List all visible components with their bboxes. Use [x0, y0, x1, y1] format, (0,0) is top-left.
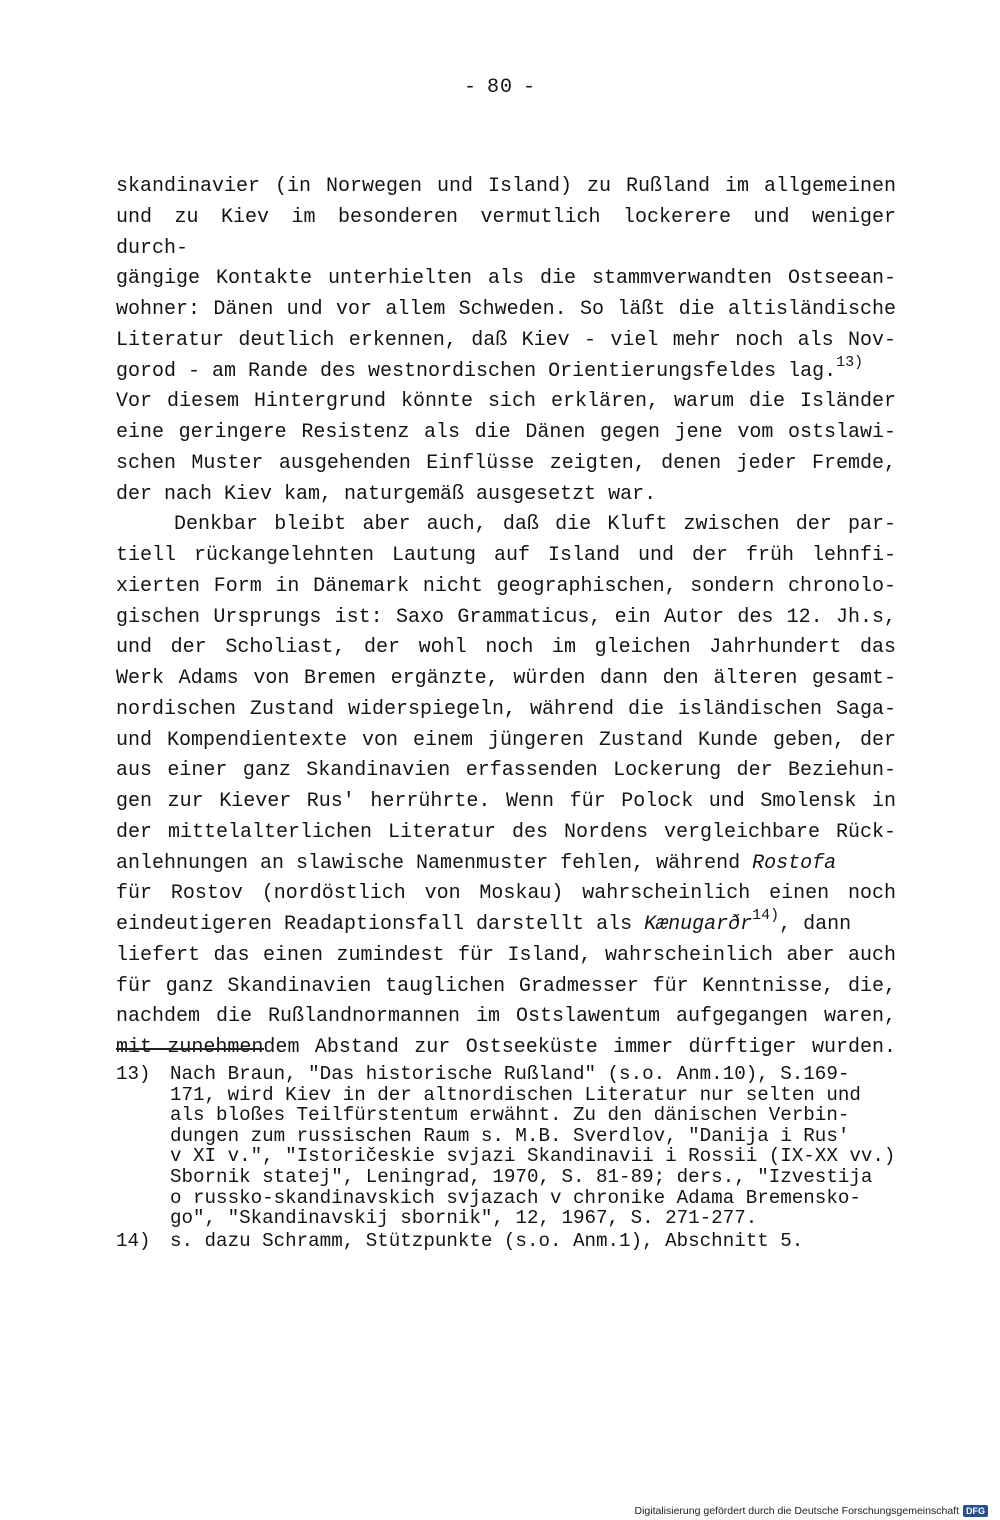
footnote-line: dungen zum russischen Raum s. M.B. Sverdlov, "Danija i Rus': [170, 1124, 850, 1147]
body-line: und Kompendientexte von einem jüngeren Zustand Kunde geben, der: [116, 728, 896, 752]
footnote-ref-14: 14): [752, 907, 780, 924]
body-line: aus einer ganz Skandinavien erfassenden Lockerung der Beziehun-: [116, 759, 896, 783]
body-line: schen Muster ausgehenden Einflüsse zeigten, denen jeder Fremde,: [116, 451, 896, 475]
body-line: wohner: Dänen und vor allem Schweden. So läßt die altisländische: [116, 298, 896, 321]
footnote-line: 171, wird Kiev in der altnordischen Literatur nur selten und: [170, 1083, 861, 1106]
body-line: gorod - am Rande des westnordischen Orientierungsfeldes lag.$^{13)}$: [116, 353, 864, 383]
body-line: der nach Kiev kam, naturgemäß ausgesetzt war.: [116, 482, 657, 506]
footnote-divider: [116, 1048, 264, 1050]
footnote-number: 14): [116, 1229, 151, 1252]
body-line: gischen Ursprungs ist: Saxo Grammaticus, ein Autor des 12. Jh.s,: [116, 605, 896, 629]
footnote-14: [116, 1231, 906, 1252]
body-line: nordischen Zustand widerspiegeln, während die isländischen Saga-: [116, 697, 896, 721]
body-line: anlehnungen an slawische Namenmuster fehlen, während Rostofa: [116, 851, 837, 875]
body-line: skandinavier (in Norwegen und Island) zu Rußland im allgemeinen: [116, 175, 896, 198]
footnote-line: o russko-skandinavskich svjazach v chronike Adama Bremensko-: [170, 1186, 861, 1209]
footnote-line: Sbornik statej", Leningrad, 1970, S. 81-89; ders., "Izvestija: [170, 1165, 873, 1188]
body-line: eine geringere Resistenz als die Dänen gegen jene vom ostslawi-: [116, 421, 896, 444]
body-line: Denkbar bleibt aber auch, daß die Kluft zwischen der par-: [174, 513, 896, 537]
digitization-credit: [634, 1505, 988, 1517]
footnote-line: als bloßes Teilfürstentum erwähnt. Zu den dänischen Verbin-: [170, 1104, 850, 1127]
footnote-line: Nach Braun, "Das historische Rußland" (s.o. Anm.10), S.169-: [170, 1063, 850, 1085]
body-line: gen zur Kiever Rus' herrührte. Wenn für Polock und Smolensk in: [116, 790, 896, 813]
term-kaenugardr: Kænugarðr: [644, 913, 753, 936]
body-line: tiell rückangelehnten Lautung auf Island und der früh lehnfi-: [116, 544, 896, 567]
page-number: - 80 -: [463, 76, 537, 99]
body-line: Vor diesem Hintergrund könnte sich erklären, warum die Isländer: [116, 390, 896, 414]
footnotes: [116, 1064, 906, 1253]
body-line: Literatur deutlich erkennen, daß Kiev - viel mehr noch als Nov-: [116, 328, 896, 352]
term-rostofa: Rostofa: [752, 851, 837, 875]
body-line: xierten Form in Dänemark nicht geographischen, sondern chronolo-: [116, 574, 896, 598]
body-line: eindeutigeren Readaptionsfall darstellt als Kænugarðr$^{14)}$, dann: [116, 907, 852, 936]
footnote-ref-13: 13): [836, 353, 864, 371]
credit-text: Digitalisierung gefördert durch die Deutsche Forschungsgemeinschaft: [634, 1505, 959, 1517]
body-line: und der Scholiast, der wohl noch im gleichen Jahrhundert das: [116, 636, 896, 660]
body-line: Werk Adams von Bremen ergänzte, würden dann den älteren gesamt-: [116, 667, 896, 690]
body-line: für ganz Skandinavien tauglichen Gradmesser für Kenntnisse, die,: [116, 974, 896, 998]
footnote-line: go", "Skandinavskij sbornik", 12, 1967, S. 271-277.: [170, 1207, 758, 1230]
footnote-text: [170, 1064, 906, 1229]
footnote-number: 13): [116, 1063, 151, 1085]
body-line: nachdem die Rußlandnormannen im Ostslawentum aufgegangen waren,: [116, 1005, 896, 1029]
body-line: für Rostov (nordöstlich von Moskau) wahrscheinlich einen noch: [116, 882, 896, 906]
footnote-line: s. dazu Schramm, Stützpunkte (s.o. Anm.1), Abschnitt 5.: [170, 1229, 804, 1252]
body-line: mit zunehmendem Abstand zur Ostseeküste immer dürftiger wurden.: [116, 1036, 896, 1059]
footnote-13: [116, 1064, 906, 1229]
body-line: und zu Kiev im besonderen vermutlich lockerere und weniger durch-: [116, 205, 896, 260]
body-line: liefert das einen zumindest für Island, wahrscheinlich aber auch: [116, 943, 896, 967]
footnote-line: v XI v.", "Istoričeskie svjazi Skandinavii i Rossii (IX-XX vv.): [170, 1145, 896, 1168]
body-line: der mittelalterlichen Literatur des Nordens vergleichbare Rück-: [116, 820, 896, 844]
body-line: gängige Kontakte unterhielten als die stammverwandten Ostseean-: [116, 267, 896, 291]
body-text: [116, 172, 896, 1064]
dfg-logo-icon: DFG: [963, 1505, 988, 1517]
footnote-text: [170, 1231, 906, 1252]
